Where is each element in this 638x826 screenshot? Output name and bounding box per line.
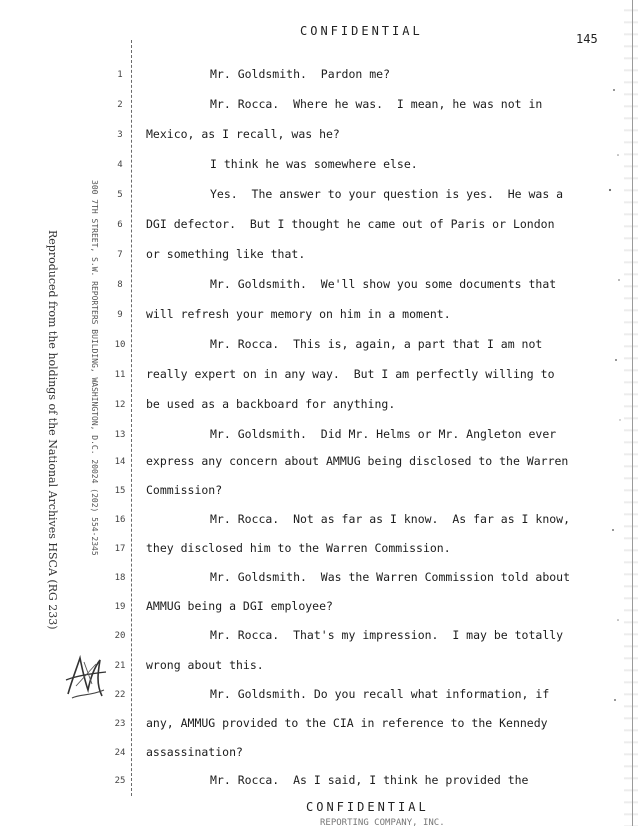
transcript-line: DGI defector. But I thought he came out of Paris or London xyxy=(146,217,555,231)
handwritten-initials xyxy=(62,650,110,702)
transcript-line: Mr. Goldsmith. We'll show you some documents that xyxy=(210,277,557,291)
line-number: 3 xyxy=(117,130,123,140)
line-number: 25 xyxy=(114,776,126,786)
line-number: 7 xyxy=(117,250,123,260)
line-number: 12 xyxy=(114,400,126,410)
line-number: 1 xyxy=(117,70,123,80)
confidential-footer: CONFIDENTIAL xyxy=(306,800,429,814)
reporter-address-container xyxy=(86,180,102,590)
transcript-line: Mr. Rocca. Where he was. I mean, he was not in xyxy=(210,97,543,111)
line-number: 24 xyxy=(114,748,126,758)
line-number: 2 xyxy=(117,100,123,110)
transcript-line: Mr. Goldsmith. Pardon me? xyxy=(210,67,391,81)
reporter-address: 300 7TH STREET, S.W. REPORTERS BUILDING, WASHINGTON, D.C. 20024 (202) 554-2345 xyxy=(90,180,99,556)
transcript-line: I think he was somewhere else. xyxy=(210,157,418,171)
line-number: 20 xyxy=(114,631,126,641)
right-page-edge xyxy=(624,0,638,826)
line-number: 10 xyxy=(114,340,126,350)
right-edge-rule xyxy=(632,0,633,826)
line-number: 13 xyxy=(114,430,126,440)
transcript-line: Mr. Rocca. That's my impression. I may be totally xyxy=(210,628,564,642)
transcript-line: Yes. The answer to your question is yes. He was a xyxy=(210,187,564,201)
line-number: 11 xyxy=(114,370,126,380)
line-number: 9 xyxy=(117,310,123,320)
line-number: 18 xyxy=(114,573,126,583)
line-number: 17 xyxy=(114,544,126,554)
line-number: 19 xyxy=(114,602,126,612)
transcript-line: AMMUG being a DGI employee? xyxy=(146,599,333,613)
transcript-line: they disclosed him to the Warren Commission. xyxy=(146,541,451,555)
line-number: 16 xyxy=(114,515,126,525)
transcript-line: or something like that. xyxy=(146,247,306,261)
transcript-line: express any concern about AMMUG being disclosed to the Warren xyxy=(146,454,569,468)
scan-noise xyxy=(600,60,622,780)
transcript-line: Commission? xyxy=(146,483,223,497)
archive-note: Reproduced from the holdings of the National Archives HSCA (RG 233) xyxy=(46,230,59,630)
transcript-line: Mr. Rocca. Not as far as I know. As far as I know, xyxy=(210,512,571,526)
transcript-line: Mexico, as I recall, was he? xyxy=(146,127,340,141)
line-number: 23 xyxy=(114,719,126,729)
transcript-line: any, AMMUG provided to the CIA in reference to the Kennedy xyxy=(146,716,548,730)
transcript-line: Mr. Goldsmith. Did Mr. Helms or Mr. Angleton ever xyxy=(210,427,557,441)
line-number: 22 xyxy=(114,690,126,700)
line-number: 8 xyxy=(117,280,123,290)
confidential-header: CONFIDENTIAL xyxy=(300,24,423,38)
line-number: 5 xyxy=(117,190,123,200)
transcript-line: Mr. Rocca. As I said, I think he provided the xyxy=(210,773,529,787)
left-margin-rule xyxy=(131,40,132,796)
archive-note-container xyxy=(40,230,64,690)
transcript-line: wrong about this. xyxy=(146,658,264,672)
page-number: 145 xyxy=(576,32,598,46)
transcript-line: will refresh your memory on him in a moment. xyxy=(146,307,451,321)
reporter-name-cutoff: REPORTING COMPANY, INC. xyxy=(320,818,445,826)
transcript-line: be used as a backboard for anything. xyxy=(146,397,396,411)
line-number: 15 xyxy=(114,486,126,496)
line-number: 14 xyxy=(114,457,126,467)
transcript-line: Mr. Goldsmith. Do you recall what information, if xyxy=(210,687,550,701)
transcript-line: really expert on in any way. But I am perfectly willing to xyxy=(146,367,555,381)
line-number: 6 xyxy=(117,220,123,230)
line-number: 21 xyxy=(114,661,126,671)
transcript-line: Mr. Goldsmith. Was the Warren Commission told about xyxy=(210,570,571,584)
transcript-line: Mr. Rocca. This is, again, a part that I am not xyxy=(210,337,543,351)
line-number: 4 xyxy=(117,160,123,170)
transcript-line: assassination? xyxy=(146,745,243,759)
